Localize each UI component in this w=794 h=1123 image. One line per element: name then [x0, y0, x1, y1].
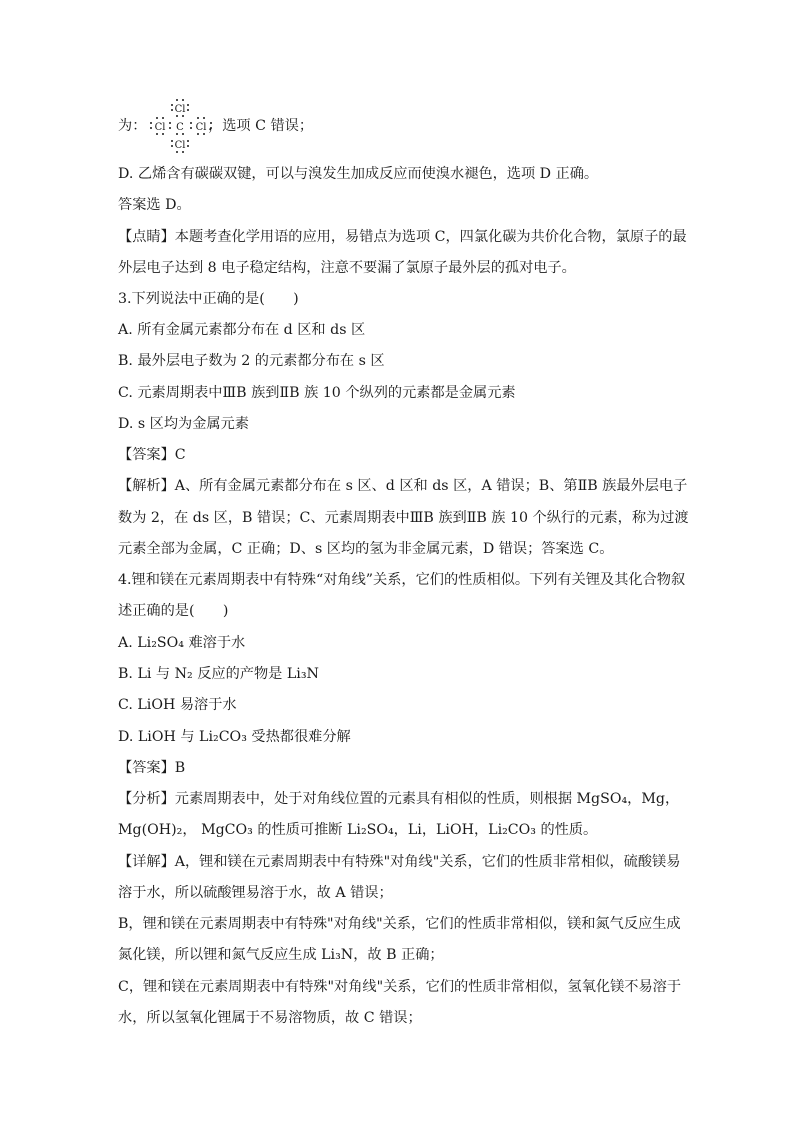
question-3-option-c: C. 元素周期表中ⅢB 族到ⅡB 族 10 个纵列的元素都是金属元素 [118, 385, 516, 401]
question-4-option-b: B. Li 与 N₂ 反应的产物是 Li₃N [118, 666, 319, 682]
question-3-option-a: A. 所有金属元素都分布在 d 区和 ds 区 [118, 322, 366, 338]
question-4-option-c: C. LiOH 易溶于水 [118, 697, 237, 713]
question-4-xiangjie-1: 【详解】A，锂和镁在元素周期表中有特殊"对角线"关系，它们的性质非常相似，硫酸镁易 [118, 854, 681, 870]
question-4-fenxi-2: Mg(OH)₂， MgCO₃ 的性质可推断 Li₂SO₄，Li，LiOH，Li₂CO₃ 的性质。 [118, 822, 598, 838]
dianjing-line-2: 外层电子达到 8 电子稳定结构，注意不要漏了氯原子最外层的孤对电子。 [118, 260, 576, 276]
question-4-xiangjie-6: 水，所以氢氧化锂属于不易溶物质，故 C 错误； [118, 1010, 422, 1026]
question-4-title-1: 4.锂和镁在元素周期表中有特殊“对角线”关系，它们的性质相似。下列有关锂及其化合物叙 [118, 572, 686, 588]
question-4-title-2: 述正确的是( ) [118, 603, 229, 619]
question-4-option-a: A. Li₂SO₄ 难溶于水 [118, 635, 246, 651]
question-4-xiangjie-3: B，锂和镁在元素周期表中有特殊"对角线"关系，它们的性质非常相似，镁和氮气反应生成 [118, 916, 681, 932]
question-3-option-d: D. s 区均为金属元素 [118, 416, 249, 432]
answer-line: 答案选 D。 [118, 197, 191, 213]
question-4-option-d: D. LiOH 与 Li₂CO₃ 受热都很难分解 [118, 729, 351, 745]
question-3-answer: 【答案】C [118, 447, 186, 463]
question-4-xiangjie-5: C，锂和镁在元素周期表中有特殊"对角线"关系，它们的性质非常相似，氢氧化镁不易溶于 [118, 979, 682, 995]
question-4-answer: 【答案】B [118, 760, 186, 776]
lewis-center-atom: C [176, 122, 184, 133]
dianjing-line-1: 【点睛】本题考查化学用语的应用，易错点为选项 C，四氯化碳为共价化合物，氯原子的最 [118, 229, 687, 245]
question-4-xiangjie-2: 溶于水，所以硫酸锂易溶于水，故 A 错误； [118, 885, 393, 901]
question-3-option-b: B. 最外层电子数为 2 的元素都分布在 s 区 [118, 353, 385, 369]
lewis-lead-text: 为： [118, 118, 147, 134]
question-4-xiangjie-4: 氮化镁，所以锂和氮气反应生成 Li₃N，故 B 正确； [118, 947, 444, 963]
lewis-structure-line [118, 96, 338, 156]
question-3-title: 3.下列说法中正确的是( ) [118, 291, 299, 307]
question-3-analysis-3: 元素全部为金属，C 正确；D、s 区均的氢为非金属元素，D 错误；答案选 C。 [118, 541, 614, 557]
lewis-bottom-cl: Cl [174, 140, 186, 151]
lewis-top-cl: Cl [174, 104, 186, 115]
question-3-analysis-1: 【解析】A、所有金属元素都分布在 s 区、d 区和 ds 区，A 错误；B、第ⅡB 族最外层电子 [118, 478, 688, 494]
lewis-left-cl: Cl [154, 122, 166, 133]
lewis-tail-text: ，选项 C 错误； [208, 118, 314, 134]
question-4-fenxi-1: 【分析】元素周期表中，处于对角线位置的元素具有相似的性质，则根据 MgSO₄，Mg， [118, 791, 680, 807]
option-d-explanation: D. 乙烯含有碳碳双键，可以与溴发生加成反应而使溴水褪色，选项 D 正确。 [118, 166, 599, 182]
question-3-analysis-2: 数为 2，在 ds 区，B 错误；C、元素周期表中ⅢB 族到ⅡB 族 10 个纵行的元素，称为过渡 [118, 510, 689, 526]
lewis-right-cl: Cl [195, 122, 207, 133]
